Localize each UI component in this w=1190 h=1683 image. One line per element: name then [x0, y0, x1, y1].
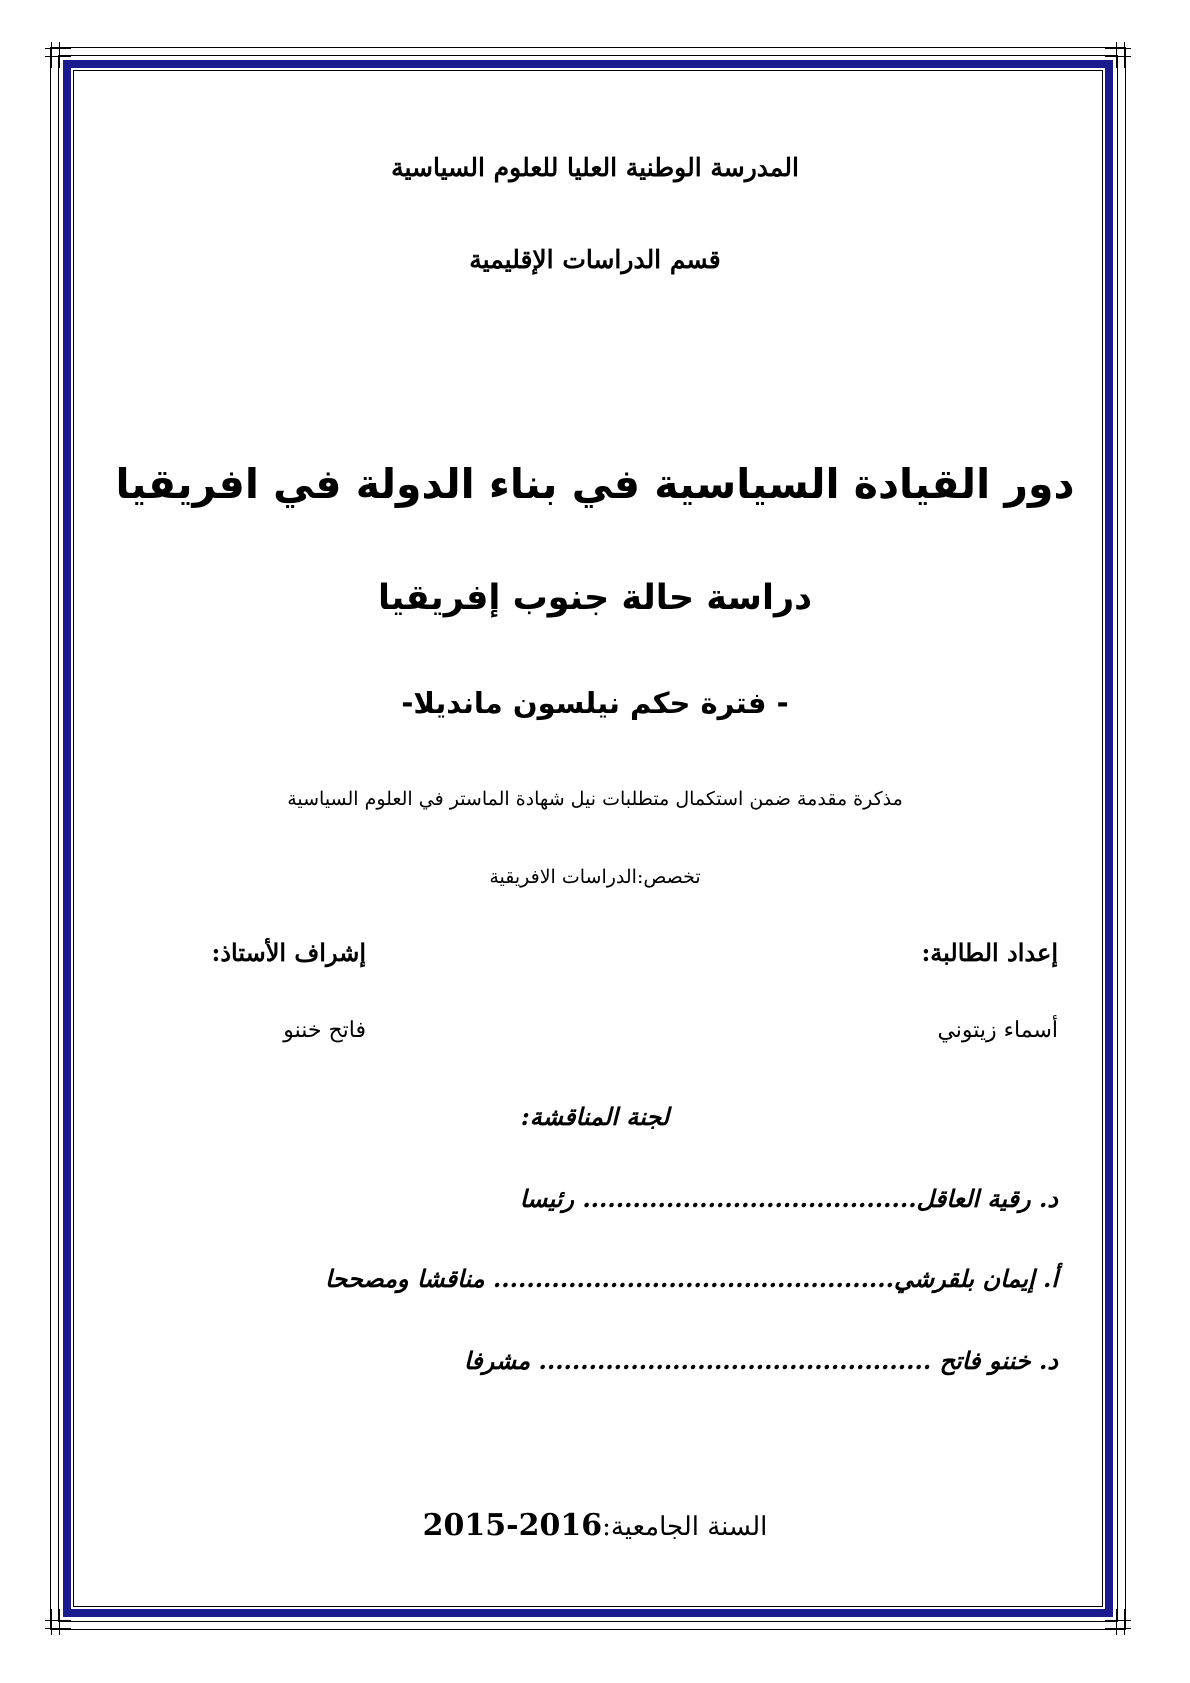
committee-title: لجنة المناقشة: [520, 1102, 670, 1131]
member-name: د. خننو فاتح [939, 1346, 1058, 1375]
year-label: السنة الجامعية: [602, 1512, 768, 1542]
member-dots: ................................................ [492, 1264, 894, 1293]
page-border-innermost [73, 70, 1103, 1607]
corner-ornament-top-right [1105, 42, 1131, 68]
committee-member [325, 1264, 1058, 1293]
specialization: تخصص:الدراسات الافريقية [489, 866, 701, 888]
thesis-title: دور القيادة السياسية في بناء الدولة في افريقيا [115, 460, 1075, 508]
memo-description: مذكرة مقدمة ضمن استكمال متطلبات نيل شهادة الماستر في العلوم السياسية [287, 788, 903, 810]
supervisor-label: إشراف الأستاذ: [211, 938, 366, 967]
student-label: إعداد الطالبة: [921, 938, 1058, 967]
academic-year [0, 1508, 1190, 1543]
member-role: مناقشا ومصححا [325, 1264, 485, 1293]
member-name: أ. إيمان بلقرشي [893, 1264, 1058, 1293]
year-value: 2015-2016 [422, 1508, 603, 1543]
corner-ornament-bottom-right [1105, 1609, 1131, 1635]
corner-ornament-top-left [45, 42, 71, 68]
supervisor-name: فاتح خننو [283, 1018, 366, 1043]
member-role: رئيسا [519, 1184, 574, 1213]
department-name: قسم الدراسات الإقليمية [469, 245, 721, 274]
member-role: مشرفا [463, 1346, 531, 1375]
thesis-period: - فترة حكم نيلسون مانديلا- [401, 686, 789, 720]
member-dots: ............................................... [538, 1346, 932, 1375]
corner-ornament-bottom-left [45, 1609, 71, 1635]
member-dots: ........................................ [582, 1184, 917, 1213]
thesis-subtitle: دراسة حالة جنوب إفريقيا [377, 578, 813, 618]
member-name: د. رقية العاقل [916, 1184, 1058, 1213]
committee-member [464, 1346, 1058, 1375]
student-name: أسماء زيتوني [937, 1018, 1058, 1043]
school-name: المدرسة الوطنية العليا للعلوم السياسية [391, 153, 799, 182]
committee-member [520, 1184, 1058, 1213]
